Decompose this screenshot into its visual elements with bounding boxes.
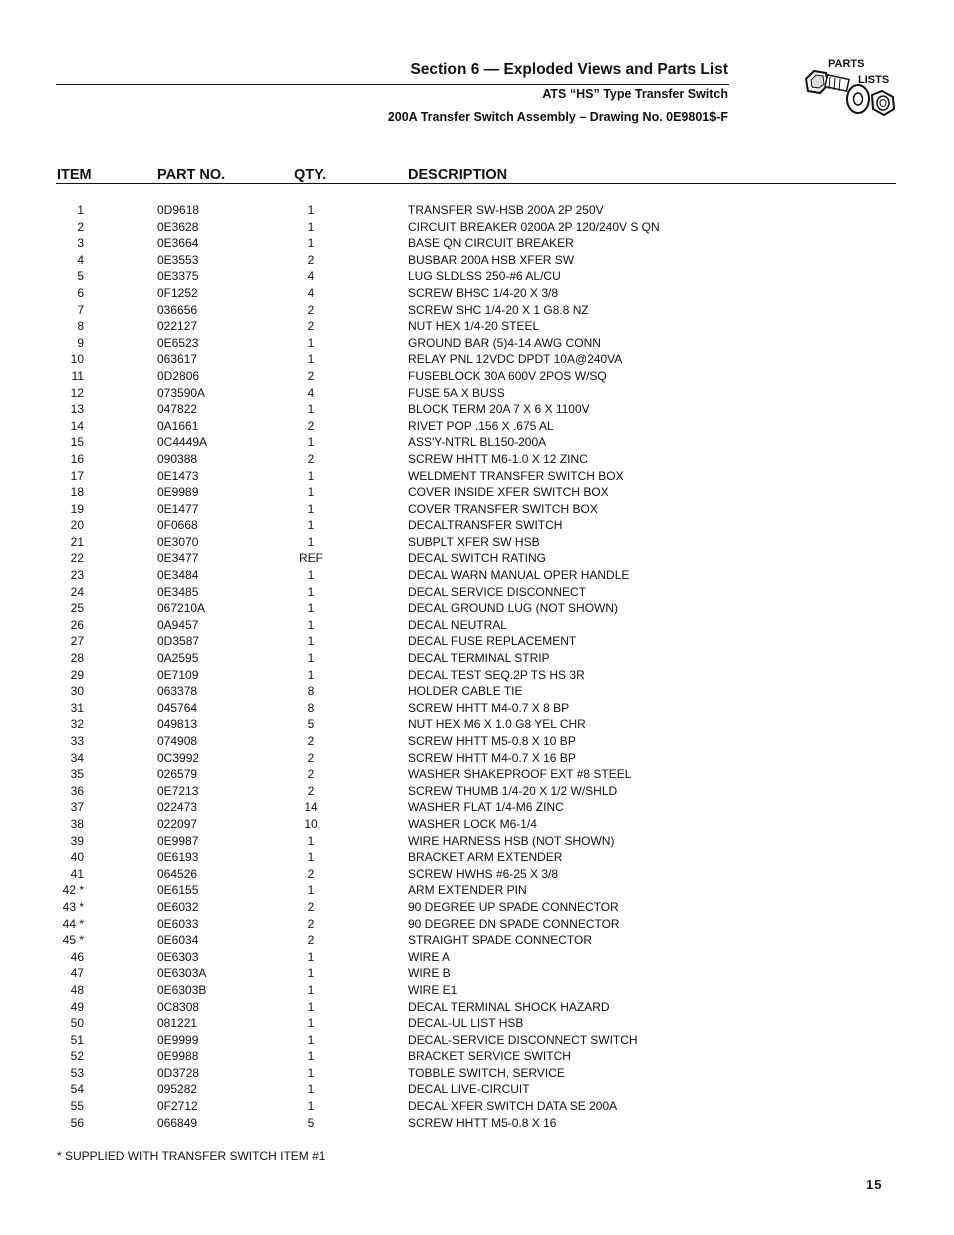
table-row <box>0 1081 954 1098</box>
part-number: 0A9457 <box>157 617 199 632</box>
item-number: 1 <box>77 203 84 217</box>
item-number: 3 <box>77 236 84 251</box>
item-number: 48 <box>70 982 84 997</box>
part-number: 049813 <box>157 717 198 732</box>
item-number: 12 <box>70 385 84 400</box>
description: DECALTRANSFER SWITCH <box>408 518 563 533</box>
description: WELDMENT TRANSFER SWITCH BOX <box>408 468 624 483</box>
table-row <box>0 1065 954 1082</box>
quantity: 2 <box>307 933 315 948</box>
table-row <box>0 683 954 700</box>
quantity: 1 <box>307 966 315 981</box>
quantity: 1 <box>307 352 315 367</box>
item-number: 55 <box>70 1099 84 1114</box>
part-number: 0F1252 <box>157 285 198 300</box>
item-number: 4 <box>77 252 84 267</box>
part-number: 0A1661 <box>157 418 199 433</box>
quantity: 1 <box>307 335 315 350</box>
table-row <box>0 766 954 783</box>
table-row <box>0 965 954 982</box>
part-number: 0E3477 <box>157 551 199 566</box>
part-number: 0E3485 <box>157 584 199 599</box>
item-number: 45 * <box>62 933 84 948</box>
item-number: 50 <box>70 1016 84 1031</box>
quantity: 1 <box>307 883 315 898</box>
part-number: 0E6034 <box>157 933 199 948</box>
table-row <box>0 700 954 717</box>
part-number: 0C3992 <box>157 750 200 765</box>
description: COVER TRANSFER SWITCH BOX <box>408 501 598 516</box>
item-number: 25 <box>70 601 84 616</box>
part-number: 0D2806 <box>157 368 200 383</box>
quantity: 1 <box>307 999 315 1014</box>
part-number: 0F0668 <box>157 518 198 533</box>
item-number: 16 <box>70 451 84 466</box>
description: WIRE B <box>408 966 451 981</box>
item-number: 24 <box>70 584 84 599</box>
table-row <box>0 534 954 551</box>
description: SCREW HHTT M6-1.0 X 12 ZINC <box>408 451 588 466</box>
item-number: 30 <box>70 684 84 699</box>
column-header-divider <box>56 183 896 184</box>
quantity: 1 <box>307 949 315 964</box>
description: ARM EXTENDER PIN <box>408 883 527 898</box>
quantity: 2 <box>307 783 315 798</box>
footnote: * SUPPLIED WITH TRANSFER SWITCH ITEM #1 <box>57 1149 326 1163</box>
part-number: 047822 <box>157 402 198 417</box>
table-row <box>0 949 954 966</box>
quantity: 1 <box>307 518 315 533</box>
item-number: 2 <box>77 219 84 234</box>
quantity: 2 <box>307 319 315 334</box>
quantity: 1 <box>307 435 315 450</box>
item-number: 20 <box>70 518 84 533</box>
quantity: 1 <box>307 634 315 649</box>
quantity: 1 <box>307 667 315 682</box>
logo-text-lists: LISTS <box>858 74 890 86</box>
item-number: 10 <box>70 352 84 367</box>
table-row <box>0 849 954 866</box>
description: RIVET POP .156 X .675 AL <box>408 418 554 433</box>
table-row <box>0 1098 954 1115</box>
quantity: 4 <box>307 385 315 400</box>
part-number: 0C8308 <box>157 999 200 1014</box>
part-number: 081221 <box>157 1016 198 1031</box>
item-number: 39 <box>70 833 84 848</box>
part-number: 0D3728 <box>157 1065 200 1080</box>
item-number: 5 <box>77 269 84 284</box>
table-row <box>0 252 954 269</box>
description: DECAL WARN MANUAL OPER HANDLE <box>408 568 630 583</box>
item-number: 35 <box>70 767 84 782</box>
quantity: 1 <box>307 833 315 848</box>
table-row <box>0 517 954 534</box>
item-number: 33 <box>70 734 84 748</box>
item-number: 13 <box>70 402 84 417</box>
part-number: 0E1477 <box>157 501 199 516</box>
part-number: 0E9989 <box>157 485 199 500</box>
item-number: 34 <box>70 750 84 765</box>
description: DECAL SWITCH RATING <box>408 551 547 566</box>
description: SCREW HHTT M5-0.8 X 16 <box>408 1115 557 1130</box>
item-number: 14 <box>70 418 84 433</box>
item-number: 21 <box>70 534 84 549</box>
column-header-description: DESCRIPTION <box>408 167 508 183</box>
table-row <box>0 550 954 567</box>
quantity: 5 <box>307 717 315 732</box>
description: BUSBAR 200A HSB XFER SW <box>408 252 575 267</box>
column-header-part-no: PART NO. <box>157 167 226 183</box>
item-number: 54 <box>70 1082 84 1097</box>
item-number: 51 <box>70 1032 84 1047</box>
table-row <box>0 484 954 501</box>
table-row <box>0 335 954 352</box>
table-row <box>0 1115 954 1132</box>
item-number: 37 <box>70 800 84 815</box>
description: WIRE HARNESS HSB (NOT SHOWN) <box>408 833 615 848</box>
quantity: 1 <box>307 982 315 997</box>
table-row <box>0 567 954 584</box>
description: DECAL SERVICE DISCONNECT <box>408 584 587 599</box>
description: 90 DEGREE DN SPADE CONNECTOR <box>408 916 620 931</box>
quantity: 2 <box>307 451 315 466</box>
part-number: 0D3587 <box>157 634 200 649</box>
quantity: 1 <box>307 534 315 549</box>
description: DECAL-UL LIST HSB <box>408 1016 524 1031</box>
part-number: 090388 <box>157 451 198 466</box>
table-row <box>0 716 954 733</box>
item-number: 49 <box>70 999 84 1014</box>
quantity: 1 <box>307 850 315 865</box>
description: WASHER SHAKEPROOF EXT #8 STEEL <box>408 767 632 782</box>
part-number: 0E6155 <box>157 883 199 898</box>
part-number: 0E6193 <box>157 850 199 865</box>
item-number: 47 <box>70 966 84 981</box>
description: SCREW HWHS #6-25 X 3/8 <box>408 866 559 881</box>
table-row <box>0 501 954 518</box>
table-row <box>0 219 954 236</box>
part-number: 022127 <box>157 319 198 334</box>
quantity: 4 <box>307 285 315 300</box>
description: SCREW HHTT M4-0.7 X 16 BP <box>408 750 576 765</box>
quantity: 5 <box>307 1115 315 1130</box>
quantity: 1 <box>307 617 315 632</box>
description: TRANSFER SW-HSB 200A 2P 250V <box>408 203 604 217</box>
description: SCREW HHTT M4-0.7 X 8 BP <box>408 700 570 715</box>
part-number: 0E7213 <box>157 783 199 798</box>
description: ASS'Y-NTRL BL150-200A <box>408 435 547 450</box>
quantity: 1 <box>307 584 315 599</box>
description: DECAL LIVE-CIRCUIT <box>408 1082 530 1097</box>
table-row <box>0 783 954 800</box>
item-number: 40 <box>70 850 84 865</box>
quantity: 1 <box>307 601 315 616</box>
quantity: 1 <box>307 1082 315 1097</box>
description: COVER INSIDE XFER SWITCH BOX <box>408 485 609 500</box>
quantity: 1 <box>307 1016 315 1031</box>
quantity: 2 <box>307 916 315 931</box>
quantity: 10 <box>304 816 318 831</box>
table-row <box>0 285 954 302</box>
item-number: 53 <box>70 1065 84 1080</box>
quantity: REF <box>299 551 323 566</box>
drawing-title: 200A Transfer Switch Assembly – Drawing No. 0E9801$-F <box>387 110 728 124</box>
table-row <box>0 882 954 899</box>
part-number: 0E3484 <box>157 568 199 583</box>
table-row <box>0 1015 954 1032</box>
header-divider <box>56 84 729 85</box>
description: SCREW SHC 1/4-20 X 1 G8.8 NZ <box>408 302 589 317</box>
item-number: 32 <box>70 717 84 732</box>
part-number: 0E3628 <box>157 219 199 234</box>
item-number: 36 <box>70 783 84 798</box>
part-number: 064526 <box>157 866 198 881</box>
item-number: 27 <box>70 634 84 649</box>
description: NUT HEX 1/4-20 STEEL <box>408 319 540 334</box>
item-number: 44 * <box>62 916 84 931</box>
quantity: 1 <box>307 203 315 217</box>
logo-text-parts: PARTS <box>828 58 865 70</box>
table-row <box>0 235 954 252</box>
part-number: 0E6033 <box>157 916 199 931</box>
table-row <box>0 999 954 1016</box>
item-number: 28 <box>70 651 84 666</box>
table-row <box>0 302 954 319</box>
quantity: 1 <box>307 1049 315 1064</box>
description: DECAL TEST SEQ.2P TS HS 3R <box>408 667 585 682</box>
item-number: 38 <box>70 816 84 831</box>
item-number: 41 <box>70 866 84 881</box>
table-row <box>0 202 954 219</box>
table-row <box>0 351 954 368</box>
item-number: 29 <box>70 667 84 682</box>
description: DECAL FUSE REPLACEMENT <box>408 634 577 649</box>
table-row <box>0 650 954 667</box>
table-row <box>0 899 954 916</box>
item-number: 43 * <box>62 899 84 914</box>
item-number: 42 * <box>62 883 84 898</box>
table-row <box>0 833 954 850</box>
table-row <box>0 418 954 435</box>
part-number: 022473 <box>157 800 198 815</box>
item-number: 9 <box>77 335 84 350</box>
table-row <box>0 866 954 883</box>
description: 90 DEGREE UP SPADE CONNECTOR <box>408 899 619 914</box>
quantity: 1 <box>307 651 315 666</box>
table-row <box>0 451 954 468</box>
description: NUT HEX M6 X 1.0 G8 YEL CHR <box>408 717 586 732</box>
item-number: 7 <box>77 302 84 317</box>
part-number: 0E9987 <box>157 833 199 848</box>
quantity: 8 <box>307 700 315 715</box>
description: FUSEBLOCK 30A 600V 2POS W/SQ <box>408 368 607 383</box>
quantity: 14 <box>304 800 318 815</box>
table-row <box>0 268 954 285</box>
item-number: 52 <box>70 1049 84 1064</box>
table-row <box>0 401 954 418</box>
table-row <box>0 1032 954 1049</box>
quantity: 4 <box>307 269 315 284</box>
parts-lists-logo <box>800 55 900 135</box>
quantity: 2 <box>307 866 315 881</box>
quantity: 2 <box>307 368 315 383</box>
description: WIRE A <box>408 949 451 964</box>
table-row <box>0 584 954 601</box>
part-number: 0E3664 <box>157 236 199 251</box>
part-number: 0E6303A <box>157 966 207 981</box>
page-number: 15 <box>866 1177 883 1192</box>
quantity: 2 <box>307 734 315 748</box>
description: FUSE 5A X BUSS <box>408 385 505 400</box>
item-number: 46 <box>70 949 84 964</box>
table-row <box>0 318 954 335</box>
description: WASHER FLAT 1/4-M6 ZINC <box>408 800 564 815</box>
part-number: 0E6523 <box>157 335 199 350</box>
table-row <box>0 633 954 650</box>
item-number: 22 <box>70 551 84 566</box>
quantity: 2 <box>307 252 315 267</box>
item-number: 31 <box>70 700 84 715</box>
item-number: 17 <box>70 468 84 483</box>
part-number: 063378 <box>157 684 198 699</box>
description: SUBPLT XFER SW HSB <box>408 534 540 549</box>
description: STRAIGHT SPADE CONNECTOR <box>408 933 593 948</box>
table-row <box>0 750 954 767</box>
part-number: 0E9988 <box>157 1049 199 1064</box>
description: SCREW THUMB 1/4-20 X 1/2 W/SHLD <box>408 783 618 798</box>
description: DECAL XFER SWITCH DATA SE 200A <box>408 1099 618 1114</box>
table-row <box>0 916 954 933</box>
description: DECAL NEUTRAL <box>408 617 507 632</box>
part-number: 0D9618 <box>157 203 200 217</box>
quantity: 2 <box>307 899 315 914</box>
table-row <box>0 733 954 750</box>
column-header-qty: QTY. <box>294 167 327 183</box>
part-number: 0C4449A <box>157 435 208 450</box>
table-row <box>0 1048 954 1065</box>
table-row <box>0 932 954 949</box>
description: BRACKET ARM EXTENDER <box>408 850 563 865</box>
parts-table <box>0 202 954 1131</box>
item-number: 6 <box>77 285 84 300</box>
table-row <box>0 816 954 833</box>
quantity: 1 <box>307 236 315 251</box>
description: BASE QN CIRCUIT BREAKER <box>408 236 574 251</box>
part-number: 0E6303B <box>157 982 207 997</box>
part-number: 036656 <box>157 302 198 317</box>
part-number: 0E3070 <box>157 534 199 549</box>
section-title: Section 6 — Exploded Views and Parts List <box>410 61 728 78</box>
quantity: 2 <box>307 750 315 765</box>
part-number: 022097 <box>157 816 198 831</box>
table-row <box>0 468 954 485</box>
item-number: 8 <box>77 319 84 334</box>
part-number: 026579 <box>157 767 198 782</box>
description: WASHER LOCK M6-1/4 <box>408 816 537 831</box>
part-number: 0E6032 <box>157 899 199 914</box>
part-number: 0E9999 <box>157 1032 199 1047</box>
table-row <box>0 434 954 451</box>
quantity: 1 <box>307 402 315 417</box>
table-row <box>0 600 954 617</box>
description: HOLDER CABLE TIE <box>408 684 523 699</box>
description: LUG SLDLSS 250-#6 AL/CU <box>408 269 561 284</box>
quantity: 2 <box>307 418 315 433</box>
quantity: 1 <box>307 1099 315 1114</box>
description: DECAL TERMINAL SHOCK HAZARD <box>408 999 610 1014</box>
item-number: 56 <box>70 1115 84 1130</box>
quantity: 1 <box>307 219 315 234</box>
description: BLOCK TERM 20A 7 X 6 X 1100V <box>408 402 590 417</box>
description: DECAL GROUND LUG (NOT SHOWN) <box>408 601 619 616</box>
table-row <box>0 982 954 999</box>
item-number: 19 <box>70 501 84 516</box>
description: RELAY PNL 12VDC DPDT 10A@240VA <box>408 352 623 367</box>
part-number: 0E3553 <box>157 252 199 267</box>
description: CIRCUIT BREAKER 0200A 2P 120/240V S QN <box>408 219 660 234</box>
part-number: 0E6303 <box>157 949 199 964</box>
table-row <box>0 799 954 816</box>
quantity: 1 <box>307 1032 315 1047</box>
quantity: 2 <box>307 767 315 782</box>
part-number: 0E3375 <box>157 269 199 284</box>
quantity: 8 <box>307 684 315 699</box>
description: SCREW HHTT M5-0.8 X 10 BP <box>408 734 576 748</box>
column-header-item: ITEM <box>57 167 92 183</box>
quantity: 1 <box>307 468 315 483</box>
part-number: 066849 <box>157 1115 198 1130</box>
part-number: 0E1473 <box>157 468 199 483</box>
part-number: 0E7109 <box>157 667 199 682</box>
table-row <box>0 667 954 684</box>
part-number: 067210A <box>157 601 206 616</box>
part-number: 0A2595 <box>157 651 199 666</box>
table-row <box>0 385 954 402</box>
document-subtitle: ATS “HS” Type Transfer Switch <box>542 87 728 101</box>
quantity: 1 <box>307 568 315 583</box>
description: TOBBLE SWITCH, SERVICE <box>408 1065 565 1080</box>
bolt-nut-washer-icon <box>800 55 900 135</box>
item-number: 18 <box>70 485 84 500</box>
description: DECAL-SERVICE DISCONNECT SWITCH <box>408 1032 638 1047</box>
description: WIRE E1 <box>408 982 458 997</box>
part-number: 095282 <box>157 1082 198 1097</box>
description: BRACKET SERVICE SWITCH <box>408 1049 571 1064</box>
part-number: 0F2712 <box>157 1099 198 1114</box>
table-row <box>0 368 954 385</box>
part-number: 045764 <box>157 700 198 715</box>
part-number: 073590A <box>157 385 206 400</box>
quantity: 1 <box>307 1065 315 1080</box>
description: GROUND BAR (5)4-14 AWG CONN <box>408 335 601 350</box>
part-number: 063617 <box>157 352 198 367</box>
item-number: 26 <box>70 617 84 632</box>
item-number: 23 <box>70 568 84 583</box>
item-number: 15 <box>70 435 84 450</box>
table-row <box>0 617 954 634</box>
quantity: 2 <box>307 302 315 317</box>
part-number: 074908 <box>157 734 198 748</box>
description: SCREW BHSC 1/4-20 X 3/8 <box>408 285 559 300</box>
quantity: 1 <box>307 501 315 516</box>
description: DECAL TERMINAL STRIP <box>408 651 550 666</box>
item-number: 11 <box>71 368 84 383</box>
quantity: 1 <box>307 485 315 500</box>
